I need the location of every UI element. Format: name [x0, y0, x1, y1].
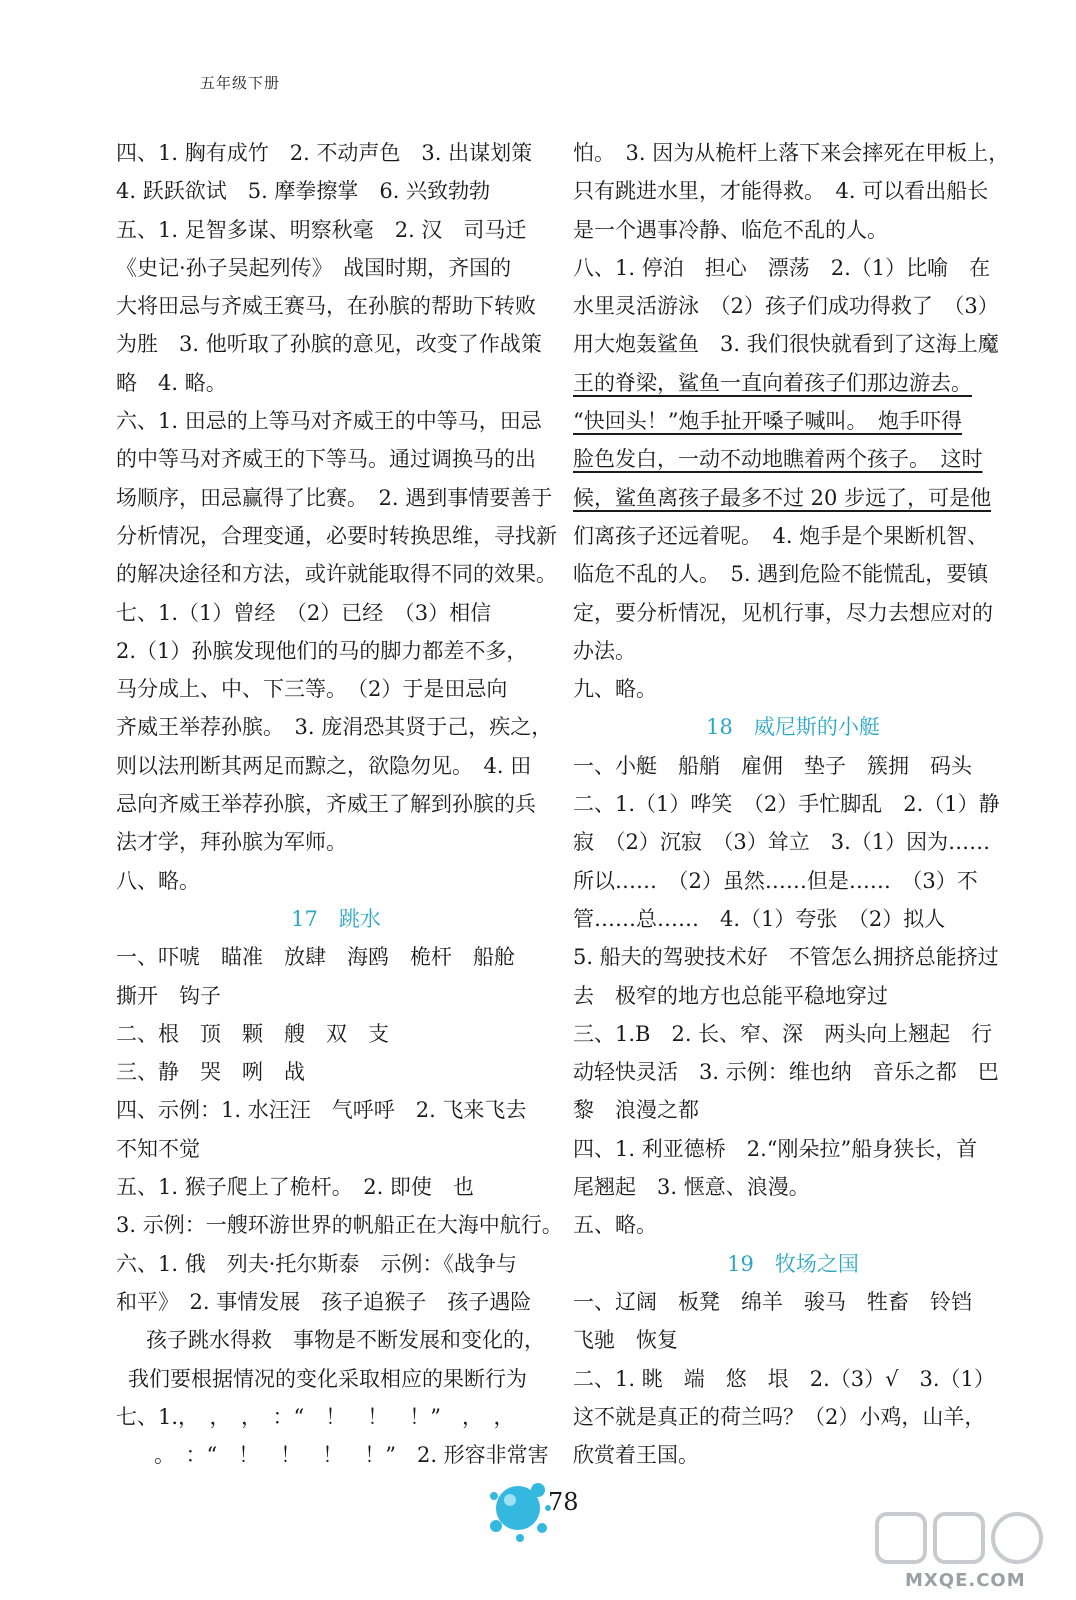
answer-line: 去 极窄的地方也总能平稳地穿过 — [573, 983, 888, 1008]
answer-line: 为胜 3. 他听取了孙膑的意见，改变了作战策 — [116, 332, 542, 357]
answer-line: 们离孩子还远着呢。 4. 炮手是个果断机智、 — [573, 523, 989, 548]
answer-line: 忌向齐威王举荐孙膑，齐威王了解到孙膑的兵 — [116, 792, 536, 817]
answer-line: 3. 示例：一艘环游世界的帆船正在大海中航行。 — [116, 1213, 563, 1238]
answer-line: 5. 船夫的驾驶技术好 不管怎么拥挤总能挤过 — [573, 945, 999, 970]
left-answer-column — [116, 134, 563, 1474]
answer-line: 管……总…… 4.（1）夸张 （2）拟人 — [573, 906, 946, 931]
answer-line: 我们要根据情况的变化采取相应的果断行为 — [128, 1366, 527, 1391]
answer-line: 寂 （2）沉寂 （3）耸立 3.（1）因为…… — [573, 830, 991, 855]
answer-line: 办法。 — [573, 638, 636, 663]
underlined-quote-line: 王的脊梁，鲨鱼一直向着孩子们那边游去。 — [573, 370, 972, 395]
answer-line: 三、1.B 2. 长、窄、深 两头向上翘起 行 — [573, 1021, 993, 1046]
answer-site-logo-icon — [875, 1510, 1055, 1570]
answer-line: 4. 跃跃欲试 5. 摩拳擦掌 6. 兴致勃勃 — [116, 179, 491, 204]
answer-line: 水里灵活游泳 （2）孩子们成功得救了 （3） — [573, 294, 999, 319]
answer-line: 黎 浪漫之都 — [573, 1098, 699, 1123]
answer-line: 只有跳进水里，才能得救。 4. 可以看出船长 — [573, 179, 989, 204]
answer-line: 定，要分析情况，见机行事，尽力去想应对的 — [573, 600, 993, 625]
answer-line: 五、1. 足智多谋、明察秋毫 2. 汉 司马迁 — [116, 217, 527, 242]
answer-line: 欣赏着王国。 — [573, 1443, 699, 1468]
underlined-quote-line: 候，鲨鱼离孩子最多不过 20 步远了，可是他 — [573, 485, 992, 510]
answer-line: 场顺序，田忌赢得了比赛。 2. 遇到事情要善于 — [116, 485, 553, 510]
lesson-heading: 17 跳水 — [291, 906, 381, 931]
answer-line: 齐威王举荐孙膑。 3. 庞涓恐其贤于己，疾之， — [116, 715, 553, 740]
answer-line: 分析情况，合理变通，必要时转换思维，寻找新 — [116, 523, 557, 548]
answer-line: 和平》 2. 事情发展 孩子追猴子 孩子遇险 — [116, 1289, 532, 1314]
answer-line: 2.（1）孙膑发现他们的马的脚力都差不多， — [116, 638, 528, 663]
answer-line: 不知不觉 — [116, 1136, 200, 1161]
answer-line: 则以法刑断其两足而黥之，欲隐勿见。 4. 田 — [116, 753, 532, 778]
underlined-quote-line: 脸色发白，一动不动地瞧着两个孩子。 这时 — [573, 447, 983, 472]
answer-line: 三、静 哭 咧 战 — [116, 1060, 305, 1085]
watermark-url: MXQE.COM — [905, 1570, 1026, 1591]
answer-line: 用大炮轰鲨鱼 3. 我们很快就看到了这海上魔 — [573, 332, 999, 357]
answer-line: 二、1.（1）哗笑 （2）手忙脚乱 2.（1）静 — [573, 792, 1000, 817]
answer-line: 五、1. 猴子爬上了桅杆。 2. 即使 也 — [116, 1175, 474, 1200]
answer-line: 八、1. 停泊 担心 漂荡 2.（1）比喻 在 — [573, 255, 991, 280]
answer-line: 九、略。 — [573, 677, 657, 702]
answer-line: 《史记·孙子吴起列传》 战国时期，齐国的 — [116, 255, 512, 280]
answer-line: 法才学，拜孙膑为军师。 — [116, 830, 347, 855]
lesson-heading: 18 威尼斯的小艇 — [706, 715, 880, 740]
answer-line: 孩子跳水得救 事物是不断发展和变化的， — [146, 1328, 545, 1353]
underlined-quote-line: “快回头！”炮手扯开嗓子喊叫。 炮手吓得 — [573, 409, 962, 434]
answer-line: 是一个遇事冷静、临危不乱的人。 — [573, 217, 888, 242]
answer-line: 临危不乱的人。 5. 遇到危险不能慌乱，要镇 — [573, 562, 989, 587]
answer-line: 这不就是真正的荷兰吗？（2）小鸡，山羊， — [573, 1404, 986, 1429]
answer-line: 怕。 3. 因为从桅杆上落下来会摔死在甲板上， — [573, 141, 1010, 165]
answer-line: 六、1. 田忌的上等马对齐威王的中等马，田忌 — [116, 409, 542, 434]
answer-line: 飞驰 恢复 — [573, 1328, 678, 1353]
lesson-heading: 19 牧场之国 — [727, 1251, 859, 1276]
answer-line: 尾翘起 3. 惬意、浪漫。 — [573, 1175, 810, 1200]
answer-line: 所以…… （2）虽然……但是…… （3）不 — [573, 868, 978, 893]
page-number: 78 — [548, 1488, 579, 1516]
answer-line: 一、辽阔 板凳 绵羊 骏马 牲畜 铃铛 — [573, 1289, 972, 1314]
answer-line: 四、1. 利亚德桥 2.“刚朵拉”船身狭长，首 — [573, 1136, 978, 1161]
answer-line: 四、示例：1. 水汪汪 气呼呼 2. 飞来飞去 — [116, 1098, 527, 1123]
answer-line: 六、1. 俄 列夫·托尔斯泰 示例：《战争与 — [116, 1251, 517, 1276]
page-footer — [0, 1470, 1076, 1600]
answer-line: 二、1. 眺 端 悠 垠 2.（3）√ 3.（1） — [573, 1366, 995, 1391]
answer-line: 。 ：“ ！ ！ ！ ！” 2. 形容非常害 — [154, 1443, 549, 1468]
answer-line: 一、小艇 船艄 雇佣 垫子 簇拥 码头 — [573, 753, 972, 778]
answer-line: 一、吓唬 瞄准 放肆 海鸥 桅杆 船舱 — [116, 945, 515, 970]
answer-line: 撕开 钩子 — [116, 983, 221, 1008]
right-answer-column — [573, 134, 1013, 1474]
answer-line: 八、略。 — [116, 868, 200, 893]
answer-line: 动轻快灵活 3. 示例：维也纳 音乐之都 巴 — [573, 1060, 999, 1085]
answer-line: 略 4. 略。 — [116, 370, 227, 395]
answer-line: 的解决途径和方法，或许就能取得不同的效果。 — [116, 562, 557, 587]
answer-line: 七、1.（1）曾经 （2）已经 （3）相信 — [116, 600, 492, 625]
answer-line: 大将田忌与齐威王赛马，在孙膑的帮助下转败 — [116, 294, 536, 319]
answer-line: 四、1. 胸有成竹 2. 不动声色 3. 出谋划策 — [116, 141, 533, 165]
answer-line: 的中等马对齐威王的下等马。通过调换马的出 — [116, 447, 536, 472]
book-grade-header: 五年级下册 — [200, 74, 281, 92]
answer-line: 马分成上、中、下三等。 （2）于是田忌向 — [116, 677, 508, 702]
answer-line: 五、略。 — [573, 1213, 657, 1238]
answer-line: 七、1.， ， ， ：“ ！ ！ ！” ， ， — [116, 1404, 515, 1429]
answer-line: 二、根 顶 颗 艘 双 支 — [116, 1021, 389, 1046]
